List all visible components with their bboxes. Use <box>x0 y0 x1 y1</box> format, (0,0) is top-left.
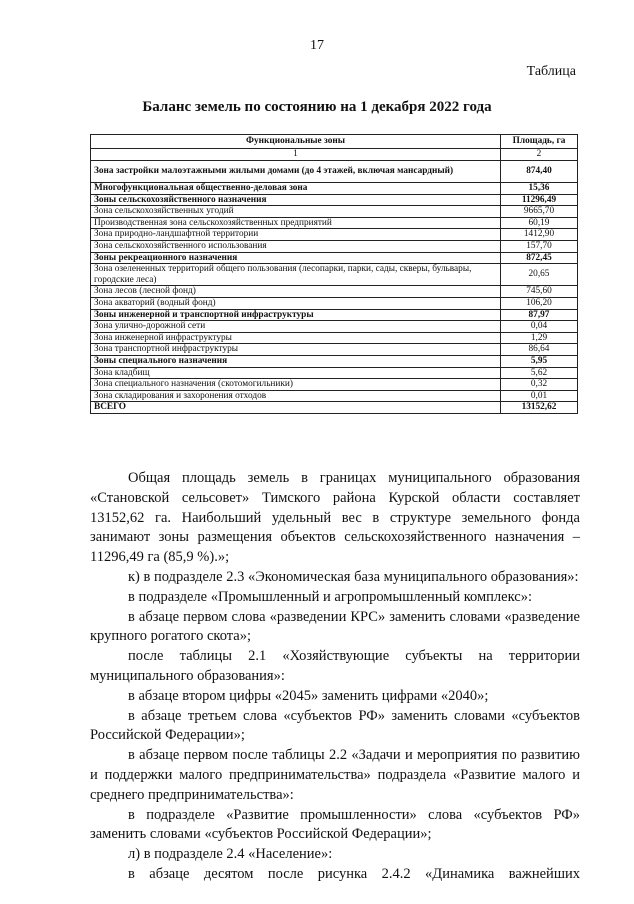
paragraph: в абзаце втором цифры «2045» заменить цифрами «2040»; <box>128 687 489 704</box>
table-row <box>91 297 578 309</box>
zone-cell: Многофункциональная общественно-деловая зона <box>91 183 501 195</box>
zone-cell: Зона лесов (лесной фонд) <box>91 286 501 298</box>
zone-cell: Зона застройки малоэтажными жилыми домами (до 4 этажей, включая мансардный) <box>91 161 501 183</box>
zone-cell: Зона сельскохозяйственных угодий <box>91 206 501 218</box>
zone-cell: Зоны специального назначения <box>91 355 501 367</box>
zone-cell: Зоны сельскохозяйственного назначения <box>91 194 501 206</box>
area-cell: 1,29 <box>501 332 578 344</box>
paragraph: в абзаце десятом после рисунка 2.4.2 «Динамика важнейших <box>128 865 580 882</box>
area-cell: 0,04 <box>501 321 578 333</box>
header-zones: Функциональные зоны <box>91 135 501 149</box>
paragraph: после таблицы 2.1 «Хозяйствующие субъекты на территории муниципального образования»: <box>90 648 580 684</box>
paragraph: в абзаце третьем слова «субъектов РФ» заменить словами «субъектов Российской Федерации»; <box>90 707 580 744</box>
area-cell: 745,60 <box>501 286 578 298</box>
table-title: Баланс земель по состоянию на 1 декабря 2022 года <box>142 99 492 115</box>
table-row <box>91 344 578 356</box>
body-text <box>90 469 580 885</box>
area-cell: 872,45 <box>501 252 578 264</box>
zone-cell: Зона улично-дорожной сети <box>91 321 501 333</box>
table-row <box>91 390 578 402</box>
table-row <box>91 286 578 298</box>
table-row <box>91 367 578 379</box>
zone-cell: Зоны рекреационного назначения <box>91 252 501 264</box>
zone-cell: Зона кладбищ <box>91 367 501 379</box>
area-cell: 106,20 <box>501 297 578 309</box>
paragraph: в подразделе «Развитие промышленности» слова «субъектов РФ» заменить словами «субъектов Российской Федерации»; <box>90 806 580 843</box>
zone-cell: Зона специального назначения (скотомогильники) <box>91 379 501 391</box>
paragraph: в абзаце первом слова «разведении КРС» заменить словами «разведение крупного рогатого скота»; <box>90 608 580 645</box>
paragraph: в подразделе «Промышленный и агропромышленный комплекс»: <box>128 588 532 605</box>
paragraph: л) в подразделе 2.4 «Население»: <box>128 846 333 863</box>
paragraph: в абзаце первом после таблицы 2.2 «Задачи и мероприятия по развитию и поддержки малого предпринимательства» подраздела «Развитие малого и среднего предпринимательства»: <box>90 747 580 803</box>
table-row <box>91 355 578 367</box>
area-cell: 5,62 <box>501 367 578 379</box>
table-row <box>91 217 578 229</box>
area-cell: 60,19 <box>501 217 578 229</box>
area-cell: 157,70 <box>501 240 578 252</box>
area-cell: 1412,90 <box>501 229 578 241</box>
table-row <box>91 309 578 321</box>
land-balance-table <box>90 134 578 414</box>
paragraph: Общая площадь земель в границах муниципального образования «Становской сельсовет» Тимского района Курской области составляет 13152,62 га. Наибольший удельный вес в структуре земельного фонда занимают зоны размещения объектов сельскохозяйственного назначения – 11296,49 га (85,9 %).»; <box>90 470 580 566</box>
table-row <box>91 161 578 183</box>
column-number-row <box>91 149 578 161</box>
table-header-row <box>91 135 578 149</box>
table-row <box>91 229 578 241</box>
total-area: 13152,62 <box>501 402 578 414</box>
zone-cell: Зоны инженерной и транспортной инфраструктуры <box>91 309 501 321</box>
table-row <box>91 379 578 391</box>
table-row <box>91 194 578 206</box>
area-cell: 15,36 <box>501 183 578 195</box>
area-cell: 0,32 <box>501 379 578 391</box>
area-cell: 5,95 <box>501 355 578 367</box>
page-number: 17 <box>310 38 324 53</box>
zone-cell: Зона транспортной инфраструктуры <box>91 344 501 356</box>
area-cell: 87,97 <box>501 309 578 321</box>
zone-cell: Зона сельскохозяйственного использования <box>91 240 501 252</box>
area-cell: 11296,49 <box>501 194 578 206</box>
area-cell: 874,40 <box>501 161 578 183</box>
column-number: 2 <box>501 149 578 161</box>
table-row <box>91 206 578 218</box>
area-cell: 0,01 <box>501 390 578 402</box>
zone-cell: Производственная зона сельскохозяйственных предприятий <box>91 217 501 229</box>
zone-cell: Зона складирования и захоронения отходов <box>91 390 501 402</box>
table-row <box>91 252 578 264</box>
zone-cell: Зона природно-ландшафтной территории <box>91 229 501 241</box>
zone-cell: Зона акваторий (водный фонд) <box>91 297 501 309</box>
table-total-row <box>91 402 578 414</box>
area-cell: 9665,70 <box>501 206 578 218</box>
header-area: Площадь, га <box>501 135 578 149</box>
table-row <box>91 240 578 252</box>
table-row <box>91 183 578 195</box>
total-label: ВСЕГО <box>91 402 501 414</box>
area-cell: 86,64 <box>501 344 578 356</box>
table-row <box>91 332 578 344</box>
table-row <box>91 264 578 286</box>
area-cell: 20,65 <box>501 264 578 286</box>
table-row <box>91 321 578 333</box>
paragraph: к) в подразделе 2.3 «Экономическая база муниципального образования»: <box>128 568 579 585</box>
zone-cell: Зона инженерной инфраструктуры <box>91 332 501 344</box>
zone-cell: Зона озелененных территорий общего пользования (лесопарки, парки, сады, скверы, бульвары, городские леса) <box>91 264 501 286</box>
table-label: Таблица <box>526 64 576 79</box>
column-number: 1 <box>91 149 501 161</box>
